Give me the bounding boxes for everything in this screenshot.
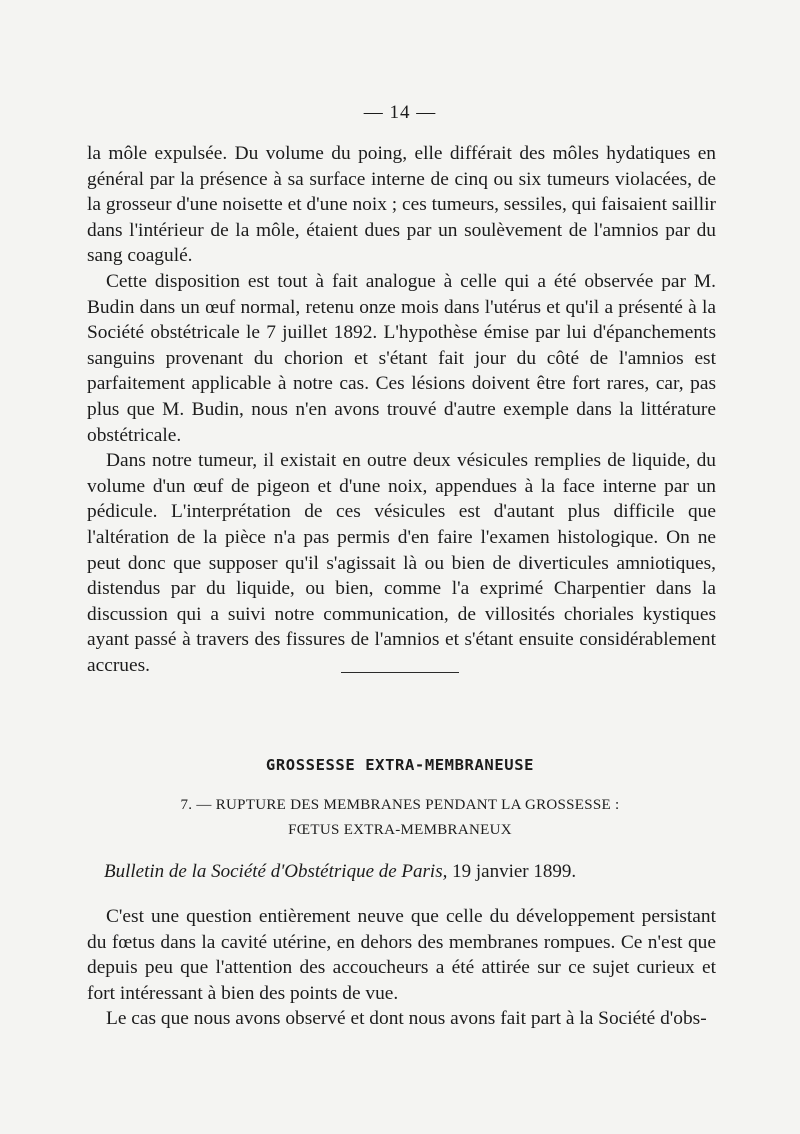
text-block-bottom — [87, 904, 716, 1032]
paragraph: Cette disposition est tout à fait analogue à celle qui a été observée par M. Budin dans un œuf normal, retenu onze mois dans l'utérus et qu'il a présenté à la Société obstétricale le 7 juillet 1892. L'hypothèse émise par lui d'épanchements sanguins provenant du chorion et s'étant fait jour du côté de l'amnios est parfaitement applicable à notre cas. Ces lésions doivent être fort rares, car, pas plus que M. Budin, nous n'en avons trouvé d'autre exemple dans la littérature obstétricale. — [87, 270, 716, 446]
subtitle-line-2: FŒTUS EXTRA-MEMBRANEUX — [288, 822, 512, 838]
page-number: — 14 — — [363, 102, 437, 123]
paragraph: C'est une question entièrement neuve que celle du développement persistant du fœtus dans la cavité utérine, en dehors des membranes rompues. Ce n'est que depuis peu que l'attention des accoucheurs a été attirée sur ce sujet curieux et fort intéressant à bien des points de vue. — [87, 906, 716, 1004]
paragraph: la môle expulsée. Du volume du poing, elle différait des môles hydatiques en général par la présence à sa surface interne de cinq ou six tumeurs violacées, de la grosseur d'une noisette et d'une noix ; ces tumeurs, sessiles, qui faisaient saillir dans l'intérieur de la môle, étaient dues par un soulèvement de l'amnios par du sang coagulé. — [87, 143, 716, 267]
paragraph: Le cas que nous avons observé et dont nous avons fait part à la Société d'obs- — [106, 1008, 707, 1030]
citation-date: 19 janvier 1899. — [452, 861, 577, 882]
citation-source: Bulletin de la Société d'Obstétrique de Paris, — [104, 861, 448, 882]
citation — [104, 861, 576, 883]
section-divider — [341, 672, 459, 673]
section-title: GROSSESSE EXTRA-MEMBRANEUSE — [265, 756, 535, 774]
paragraph: Dans notre tumeur, il existait en outre deux vésicules remplies de liquide, du volume d'un œuf de pigeon et d'une noix, appendues à la face interne par un pédicule. L'interprétation de ces vésicules est d'autant plus difficile que l'altération de la pièce n'a pas permis d'en faire l'examen histologique. On ne peut donc que supposer qu'il s'agissait là ou bien de diverticules amniotiques, distendus par du liquide, ou bien, comme l'a exprimé Charpentier dans la discussion qui a suivi notre communication, de villosités choriales kystiques ayant passé à travers des fissures de l'amnios et s'étant ensuite considérablement accrues. — [87, 450, 716, 676]
subtitle-line-1: 7. — RUPTURE DES MEMBRANES PENDANT LA GROSSESSE : — [180, 797, 620, 813]
text-block-top — [87, 141, 716, 678]
